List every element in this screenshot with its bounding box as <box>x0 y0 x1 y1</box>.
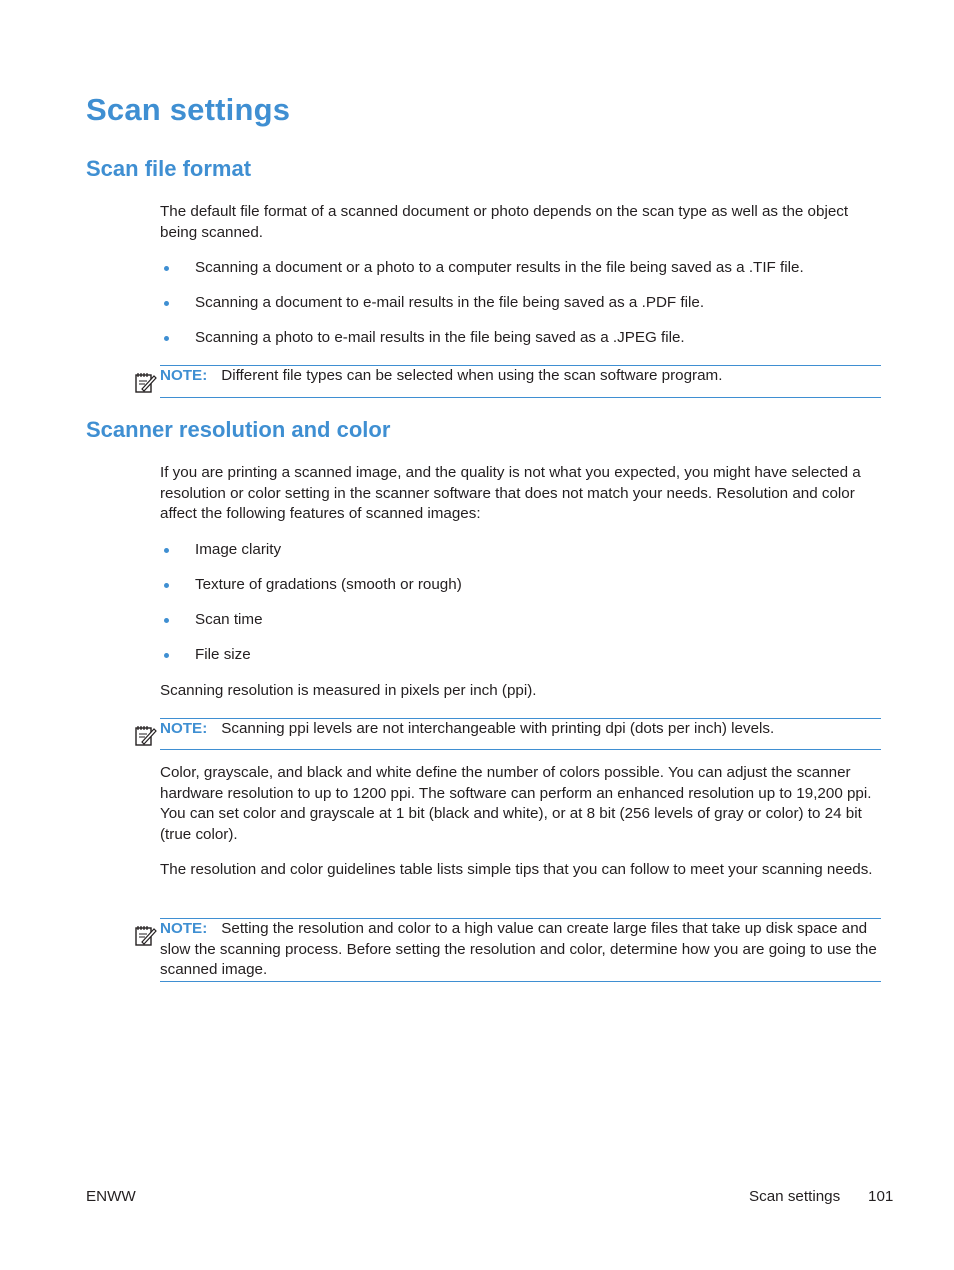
bullet-dot <box>164 653 169 658</box>
note-label: NOTE: <box>160 720 208 737</box>
section-heading-scanner-resolution: Scanner resolution and color <box>86 417 391 442</box>
list-item <box>160 540 882 575</box>
list-item <box>160 328 882 363</box>
section-heading-scan-file-format: Scan file format <box>86 156 252 181</box>
bullet-dot <box>164 583 169 588</box>
note-box <box>160 365 881 398</box>
bullet-dot <box>164 548 169 553</box>
note-text: Different file types can be selected when using the scan software program. <box>221 367 723 384</box>
note-label: NOTE: <box>160 367 208 384</box>
list-item-text: Scanning a photo to e-mail results in the file being saved as a .JPEG file. <box>195 329 685 346</box>
bullet-dot <box>164 301 169 306</box>
list-item-text: Scanning a document or a photo to a computer results in the file being saved as a .TIF file. <box>195 259 804 276</box>
note-label: NOTE: <box>160 920 208 937</box>
bullet-dot <box>164 266 169 271</box>
list-item-text: Image clarity <box>195 541 282 558</box>
list-item <box>160 645 882 680</box>
guidelines-paragraph: The resolution and color guidelines table lists simple tips that you can follow to meet your scanning needs. <box>160 861 873 878</box>
list-item <box>160 575 882 610</box>
note-pad-icon <box>134 370 158 394</box>
note-text: Setting the resolution and color to a high value can create large files that take up disk space and slow the scanning process. Before setting the resolution and color, determine how you are going to use the scanned image. <box>160 920 877 979</box>
list-item-text: File size <box>195 646 251 663</box>
note-pad-icon <box>134 923 158 947</box>
resolution-line: Scanning resolution is measured in pixels per inch (ppi). <box>160 682 537 699</box>
bullet-dot <box>164 618 169 623</box>
list-item-text: Texture of gradations (smooth or rough) <box>195 576 462 593</box>
section2-bullet-list <box>160 540 882 680</box>
section1-intro: The default file format of a scanned document or photo depends on the scan type as well as the object being scanned. <box>160 203 849 241</box>
list-item <box>160 610 882 645</box>
note-box <box>160 718 881 750</box>
page-number: 101 <box>868 1188 894 1205</box>
bullet-dot <box>164 336 169 341</box>
footer-left: ENWW <box>86 1188 136 1205</box>
section1-bullet-list <box>160 258 882 363</box>
list-item <box>160 258 882 293</box>
note-box <box>160 918 881 982</box>
page-title: Scan settings <box>86 92 291 127</box>
note-pad-icon <box>134 723 158 747</box>
list-item-text: Scanning a document to e-mail results in the file being saved as a .PDF file. <box>195 294 705 311</box>
list-item <box>160 293 882 328</box>
list-item-text: Scan time <box>195 611 263 628</box>
color-paragraph: Color, grayscale, and black and white define the number of colors possible. You can adjust the scanner hardware resolution to up to 1200 ppi. The software can perform an enhanced resolution up to 19,200 ppi. You can set color and grayscale at 1 bit (black and white), or at 8 bit (256 levels of gray or color) to 24 bit (true color). <box>160 764 872 844</box>
section2-intro: If you are printing a scanned image, and the quality is not what you expected, you might have selected a resolution or color setting in the scanner software that does not match your needs. Resolution and color affect the following features of scanned images: <box>160 464 861 523</box>
footer-section-title: Scan settings <box>749 1188 841 1205</box>
note-text: Scanning ppi levels are not interchangeable with printing dpi (dots per inch) levels. <box>221 720 775 737</box>
